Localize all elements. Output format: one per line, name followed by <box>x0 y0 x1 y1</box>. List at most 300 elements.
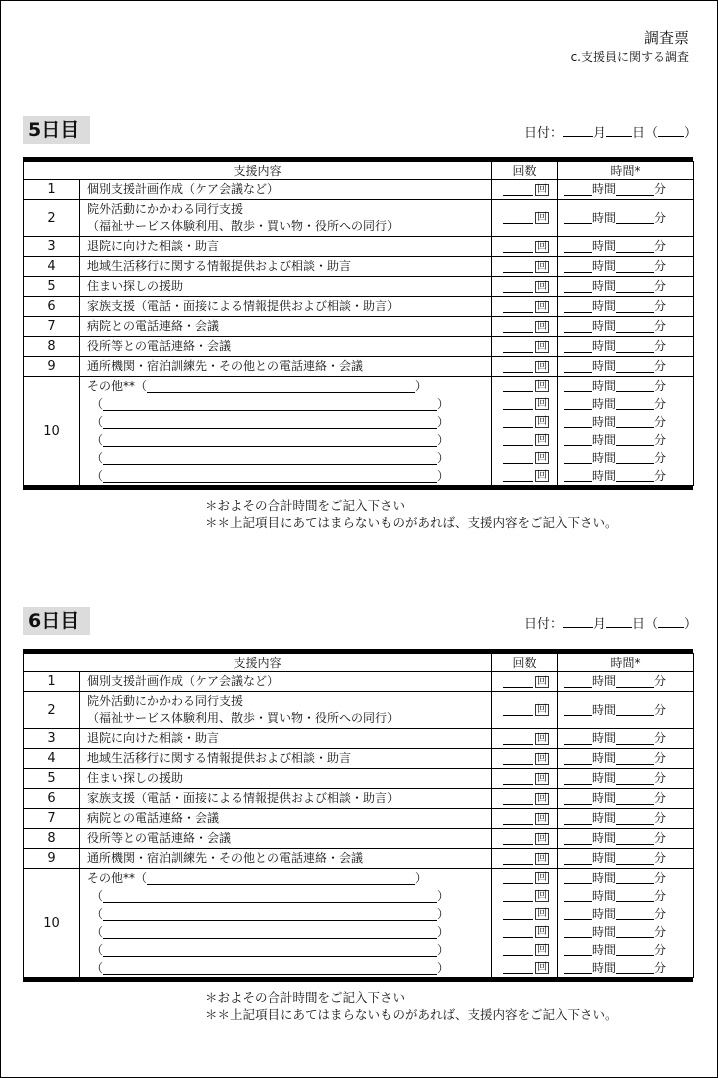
minute-field[interactable] <box>616 872 654 884</box>
count-field[interactable] <box>503 416 533 428</box>
hour-field[interactable] <box>564 361 592 373</box>
hour-unit: 時間 <box>592 259 617 273</box>
count-unit: 回 <box>537 212 548 223</box>
time-cell <box>558 277 694 297</box>
table-header-row <box>24 654 694 672</box>
support-content-line: （福祉サービス体験利用、散歩・買い物・役所への同行） <box>87 219 400 233</box>
minute-field[interactable] <box>616 926 654 938</box>
hour-field[interactable] <box>564 853 592 865</box>
table-row <box>24 237 694 257</box>
hour-field[interactable] <box>564 813 592 825</box>
minute-field[interactable] <box>616 733 654 745</box>
count-cell <box>492 297 558 317</box>
count-unit: 回 <box>537 380 548 391</box>
count-cell <box>492 672 558 692</box>
other-entry-line: （ ） <box>91 888 450 903</box>
count-field[interactable] <box>503 452 533 464</box>
minute-field[interactable] <box>616 452 654 464</box>
day-6-notes: ＊およその合計時間をご記入下さい ＊＊上記項目にあてはまらないものがあれば、支援内容をご記入下さい。 <box>205 990 618 1022</box>
minute-unit: 分 <box>654 450 667 465</box>
count-field[interactable] <box>503 833 533 845</box>
count-unit: 回 <box>537 260 548 272</box>
count-field[interactable] <box>503 321 533 333</box>
count-field[interactable] <box>503 753 533 765</box>
row-number: 2 <box>24 692 80 729</box>
month-field[interactable] <box>563 615 593 628</box>
support-content <box>80 180 492 200</box>
row-number: 9 <box>24 849 80 869</box>
count-cell <box>492 357 558 377</box>
row-number: 1 <box>24 180 80 200</box>
support-content <box>80 257 492 277</box>
count-field[interactable] <box>503 361 533 373</box>
support-content-line: 通所機関・宿泊訓練先・その他との電話連絡・会議 <box>87 851 364 865</box>
support-content <box>80 672 492 692</box>
minute-field[interactable] <box>616 908 654 920</box>
other-entry-line: （ ） <box>91 960 450 975</box>
count-field[interactable] <box>503 773 533 785</box>
count-unit: 回 <box>537 812 548 824</box>
count-unit: 回 <box>537 752 548 764</box>
time-cell <box>558 692 694 729</box>
support-content-line: 院外活動にかかわる同行支援 <box>87 202 244 216</box>
table-row <box>24 257 694 277</box>
minute-unit: 分 <box>654 851 667 865</box>
weekday-field[interactable] <box>658 615 684 628</box>
minute-unit: 分 <box>654 831 667 845</box>
hour-field[interactable] <box>564 281 592 293</box>
hour-unit: 時間 <box>592 851 617 865</box>
support-content-line: 通所機関・宿泊訓練先・その他との電話連絡・会議 <box>87 359 364 373</box>
count-unit: 回 <box>537 340 548 352</box>
minute-unit: 分 <box>654 432 667 447</box>
hour-unit: 時間 <box>592 450 617 465</box>
count-field[interactable] <box>503 301 533 313</box>
count-field[interactable] <box>503 733 533 745</box>
count-cell <box>492 257 558 277</box>
minute-field[interactable] <box>616 813 654 825</box>
row-number: 5 <box>24 769 80 789</box>
time-cell <box>558 749 694 769</box>
table-row <box>24 749 694 769</box>
minute-field[interactable] <box>616 341 654 353</box>
count-cell <box>492 277 558 297</box>
other-entry-line: （ ） <box>91 942 450 957</box>
count-unit: 回 <box>537 792 548 804</box>
hour-unit: 時間 <box>592 924 617 939</box>
count-field[interactable] <box>503 398 533 410</box>
minute-field[interactable] <box>616 676 654 688</box>
hour-unit: 時間 <box>592 906 617 921</box>
other-content <box>80 869 492 978</box>
minute-unit: 分 <box>654 359 667 373</box>
support-content <box>80 849 492 869</box>
count-field[interactable] <box>503 184 533 196</box>
minute-unit: 分 <box>654 468 667 483</box>
other-entry-field[interactable] <box>103 961 437 975</box>
count-unit: 回 <box>537 398 548 409</box>
col-time-header: 時間* <box>558 654 694 672</box>
time-cell <box>558 849 694 869</box>
support-content-line: 役所等との電話連絡・会議 <box>87 339 232 353</box>
hour-field[interactable] <box>564 261 592 273</box>
hour-unit: 時間 <box>592 731 617 745</box>
row-number: 6 <box>24 297 80 317</box>
other-entry-line: （ ） <box>91 396 450 411</box>
other-entry-field[interactable] <box>103 433 437 447</box>
minute-field[interactable] <box>616 833 654 845</box>
other-content <box>80 377 492 486</box>
count-field[interactable] <box>503 926 533 938</box>
hour-field[interactable] <box>564 301 592 313</box>
other-entry-line: （ ） <box>91 450 450 465</box>
count-cell <box>492 317 558 337</box>
minute-field[interactable] <box>616 380 654 392</box>
day-field[interactable] <box>606 124 632 137</box>
day-5-label: 5日目 <box>23 116 90 144</box>
table-row <box>24 829 694 849</box>
time-cell <box>558 789 694 809</box>
minute-unit: 分 <box>654 731 667 745</box>
time-cell <box>558 869 694 978</box>
other-entry-field[interactable] <box>147 871 415 885</box>
support-content-line: 地域生活移行に関する情報提供および相談・助言 <box>87 259 352 273</box>
hour-field[interactable] <box>564 944 592 956</box>
minute-unit: 分 <box>654 771 667 785</box>
row-number: 10 <box>24 377 80 486</box>
time-cell <box>558 337 694 357</box>
count-cell <box>492 180 558 200</box>
hour-field[interactable] <box>564 962 592 974</box>
hour-field[interactable] <box>564 890 592 902</box>
hour-unit: 時間 <box>592 468 617 483</box>
table-row-other <box>24 377 694 486</box>
count-cell <box>492 809 558 829</box>
table-row <box>24 809 694 829</box>
hour-field[interactable] <box>564 676 592 688</box>
table-row <box>24 180 694 200</box>
minute-unit: 分 <box>654 906 667 921</box>
form-title: 調査票 <box>643 29 689 47</box>
count-cell <box>492 200 558 237</box>
support-content <box>80 789 492 809</box>
count-cell <box>492 789 558 809</box>
count-field[interactable] <box>503 676 533 688</box>
time-cell <box>558 377 694 486</box>
row-number: 8 <box>24 337 80 357</box>
other-entry-field[interactable] <box>103 889 437 903</box>
col-count-header: 回数 <box>492 654 558 672</box>
hour-field[interactable] <box>564 212 592 224</box>
day-6-date-line: 日付： 月 日（ ） <box>523 617 697 632</box>
hour-field[interactable] <box>564 184 592 196</box>
minute-field[interactable] <box>616 301 654 313</box>
day-field[interactable] <box>606 615 632 628</box>
hour-field[interactable] <box>564 793 592 805</box>
count-field[interactable] <box>503 853 533 865</box>
col-count-header: 回数 <box>492 162 558 180</box>
minute-unit: 分 <box>654 888 667 903</box>
other-entry-field[interactable] <box>103 451 437 465</box>
support-content-line: 住まい探しの援助 <box>87 771 184 785</box>
hour-field[interactable] <box>564 733 592 745</box>
minute-field[interactable] <box>616 398 654 410</box>
count-field[interactable] <box>503 212 533 224</box>
hour-field[interactable] <box>564 753 592 765</box>
count-field[interactable] <box>503 341 533 353</box>
count-cell <box>492 692 558 729</box>
hour-unit: 時間 <box>592 414 617 429</box>
count-cell <box>492 377 558 486</box>
hour-field[interactable] <box>564 704 592 716</box>
hour-field[interactable] <box>564 398 592 410</box>
other-entry-field[interactable] <box>103 943 437 957</box>
other-entry-field[interactable] <box>103 925 437 939</box>
support-content <box>80 829 492 849</box>
table-row <box>24 297 694 317</box>
minute-field[interactable] <box>616 281 654 293</box>
count-cell <box>492 749 558 769</box>
hour-unit: 時間 <box>592 811 617 825</box>
row-number: 4 <box>24 749 80 769</box>
support-content-line: 退院に向けた相談・助言 <box>87 239 220 253</box>
count-unit: 回 <box>537 470 548 481</box>
other-entry-line: （ ） <box>91 906 450 921</box>
count-unit: 回 <box>537 772 548 784</box>
col-content-header: 支援内容 <box>24 162 492 180</box>
minute-unit: 分 <box>654 942 667 957</box>
count-cell <box>492 769 558 789</box>
minute-unit: 分 <box>654 811 667 825</box>
hour-unit: 時間 <box>592 870 617 885</box>
support-table <box>23 653 694 978</box>
table-row-other <box>24 869 694 978</box>
count-field[interactable] <box>503 944 533 956</box>
other-entry-line: （ ） <box>91 414 450 429</box>
minute-field[interactable] <box>616 416 654 428</box>
count-unit: 回 <box>537 704 548 715</box>
minute-unit: 分 <box>654 414 667 429</box>
time-cell <box>558 729 694 749</box>
hour-field[interactable] <box>564 926 592 938</box>
minute-field[interactable] <box>616 753 654 765</box>
hour-field[interactable] <box>564 470 592 482</box>
minute-field[interactable] <box>616 962 654 974</box>
other-entry-line: その他**（ ） <box>87 378 428 393</box>
count-unit: 回 <box>537 908 548 919</box>
minute-unit: 分 <box>654 259 667 273</box>
other-entry-line: （ ） <box>91 924 450 939</box>
count-cell <box>492 237 558 257</box>
table-row <box>24 789 694 809</box>
minute-unit: 分 <box>654 239 667 253</box>
count-unit: 回 <box>537 890 548 901</box>
support-content <box>80 729 492 749</box>
count-unit: 回 <box>537 434 548 445</box>
row-number: 8 <box>24 829 80 849</box>
count-field[interactable] <box>503 281 533 293</box>
minute-field[interactable] <box>616 793 654 805</box>
day-6-label: 6日目 <box>23 607 90 635</box>
count-field[interactable] <box>503 704 533 716</box>
minute-field[interactable] <box>616 890 654 902</box>
hour-field[interactable] <box>564 416 592 428</box>
hour-unit: 時間 <box>592 396 617 411</box>
support-content-line: （福祉サービス体験利用、散歩・買い物・役所への同行） <box>87 711 400 725</box>
count-field[interactable] <box>503 813 533 825</box>
hour-field[interactable] <box>564 380 592 392</box>
count-field[interactable] <box>503 470 533 482</box>
hour-field[interactable] <box>564 833 592 845</box>
minute-unit: 分 <box>654 339 667 353</box>
count-unit: 回 <box>537 962 548 973</box>
day-6-table <box>23 649 693 982</box>
count-cell <box>492 829 558 849</box>
row-number: 5 <box>24 277 80 297</box>
month-field[interactable] <box>563 124 593 137</box>
support-content-line: 住まい探しの援助 <box>87 279 184 293</box>
minute-unit: 分 <box>654 674 667 688</box>
count-field[interactable] <box>503 890 533 902</box>
minute-field[interactable] <box>616 241 654 253</box>
hour-unit: 時間 <box>592 359 617 373</box>
count-unit: 回 <box>537 452 548 463</box>
support-content-line: 病院との電話連絡・会議 <box>87 811 220 825</box>
minute-field[interactable] <box>616 212 654 224</box>
col-content-header: 支援内容 <box>24 654 492 672</box>
table-row <box>24 200 694 237</box>
count-unit: 回 <box>537 240 548 252</box>
hour-unit: 時間 <box>592 239 617 253</box>
hour-unit: 時間 <box>592 378 617 393</box>
support-content-line: 役所等との電話連絡・会議 <box>87 831 232 845</box>
hour-field[interactable] <box>564 321 592 333</box>
weekday-field[interactable] <box>658 124 684 137</box>
row-number: 7 <box>24 809 80 829</box>
time-cell <box>558 357 694 377</box>
support-content <box>80 200 492 237</box>
count-field[interactable] <box>503 908 533 920</box>
other-entry-field[interactable] <box>103 397 437 411</box>
count-unit: 回 <box>537 675 548 687</box>
hour-unit: 時間 <box>592 299 617 313</box>
support-content <box>80 749 492 769</box>
count-field[interactable] <box>503 261 533 273</box>
table-row <box>24 672 694 692</box>
other-entry-field[interactable] <box>103 415 437 429</box>
table-row <box>24 317 694 337</box>
day-5-notes: ＊およその合計時間をご記入下さい ＊＊上記項目にあてはまらないものがあれば、支援内容をご記入下さい。 <box>205 498 618 530</box>
time-cell <box>558 672 694 692</box>
support-content <box>80 237 492 257</box>
minute-field[interactable] <box>616 470 654 482</box>
minute-field[interactable] <box>616 853 654 865</box>
hour-unit: 時間 <box>592 339 617 353</box>
count-field[interactable] <box>503 793 533 805</box>
table-row <box>24 849 694 869</box>
hour-unit: 時間 <box>592 702 617 717</box>
minute-unit: 分 <box>654 870 667 885</box>
hour-field[interactable] <box>564 452 592 464</box>
hour-unit: 時間 <box>592 210 617 225</box>
minute-unit: 分 <box>654 378 667 393</box>
hour-field[interactable] <box>564 872 592 884</box>
count-field[interactable] <box>503 962 533 974</box>
hour-field[interactable] <box>564 908 592 920</box>
count-unit: 回 <box>537 320 548 332</box>
hour-field[interactable] <box>564 773 592 785</box>
hour-unit: 時間 <box>592 674 617 688</box>
count-unit: 回 <box>537 852 548 864</box>
col-time-header: 時間* <box>558 162 694 180</box>
minute-field[interactable] <box>616 434 654 446</box>
minute-field[interactable] <box>616 321 654 333</box>
minute-field[interactable] <box>616 361 654 373</box>
row-number: 6 <box>24 789 80 809</box>
minute-unit: 分 <box>654 702 667 717</box>
row-number: 10 <box>24 869 80 978</box>
minute-field[interactable] <box>616 184 654 196</box>
count-field[interactable] <box>503 241 533 253</box>
support-content-line: 病院との電話連絡・会議 <box>87 319 220 333</box>
minute-field[interactable] <box>616 704 654 716</box>
time-cell <box>558 809 694 829</box>
support-content-line: 院外活動にかかわる同行支援 <box>87 694 244 708</box>
hour-field[interactable] <box>564 434 592 446</box>
time-cell <box>558 257 694 277</box>
support-content <box>80 809 492 829</box>
minute-field[interactable] <box>616 944 654 956</box>
count-unit: 回 <box>537 360 548 372</box>
row-number: 7 <box>24 317 80 337</box>
support-content <box>80 277 492 297</box>
count-field[interactable] <box>503 434 533 446</box>
row-number: 3 <box>24 729 80 749</box>
count-field[interactable] <box>503 380 533 392</box>
hour-unit: 時間 <box>592 432 617 447</box>
other-entry-line: （ ） <box>91 468 450 483</box>
minute-unit: 分 <box>654 182 667 196</box>
other-entry-field[interactable] <box>147 379 415 393</box>
hour-unit: 時間 <box>592 791 617 805</box>
minute-unit: 分 <box>654 751 667 765</box>
minute-field[interactable] <box>616 773 654 785</box>
row-number: 1 <box>24 672 80 692</box>
form-subtitle: c.支援員に関する調査 <box>570 50 689 64</box>
table-row <box>24 337 694 357</box>
count-field[interactable] <box>503 872 533 884</box>
row-number: 2 <box>24 200 80 237</box>
support-content-line: 家族支援（電話・面接による情報提供および相談・助言） <box>87 299 400 313</box>
day-5-table <box>23 157 693 490</box>
other-entry-field[interactable] <box>103 469 437 483</box>
time-cell <box>558 180 694 200</box>
minute-field[interactable] <box>616 261 654 273</box>
hour-field[interactable] <box>564 241 592 253</box>
count-unit: 回 <box>537 416 548 427</box>
other-entry-field[interactable] <box>103 907 437 921</box>
count-unit: 回 <box>537 280 548 292</box>
count-unit: 回 <box>537 872 548 883</box>
minute-unit: 分 <box>654 396 667 411</box>
table-row <box>24 692 694 729</box>
hour-field[interactable] <box>564 341 592 353</box>
minute-unit: 分 <box>654 960 667 975</box>
hour-unit: 時間 <box>592 751 617 765</box>
row-number: 4 <box>24 257 80 277</box>
minute-unit: 分 <box>654 279 667 293</box>
row-number: 9 <box>24 357 80 377</box>
